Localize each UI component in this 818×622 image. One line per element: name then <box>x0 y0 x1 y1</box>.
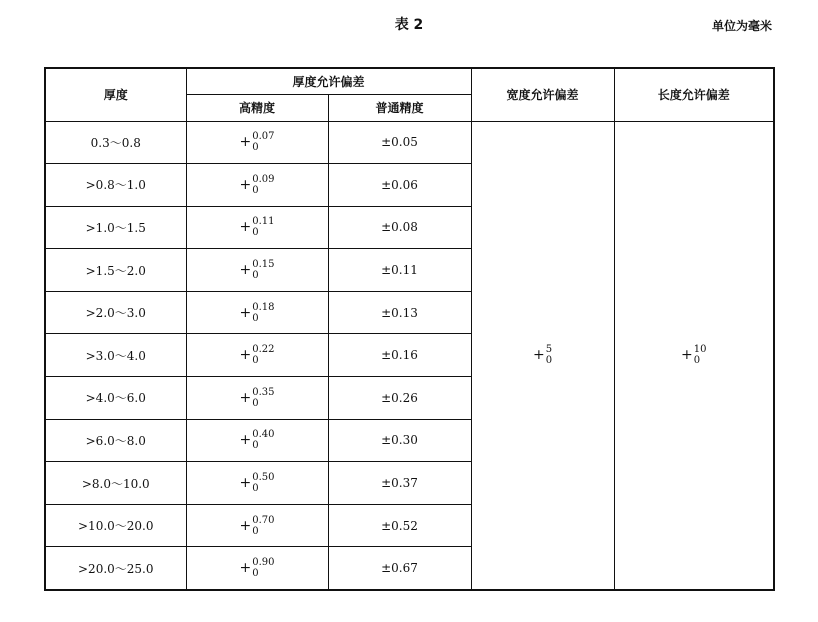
lower-deviation: 0 <box>252 142 259 154</box>
cell-thickness: >4.0～6.0 <box>45 377 186 420</box>
cell-normal-precision: ±0.13 <box>328 291 471 334</box>
upper-deviation: 0.50 <box>252 472 275 484</box>
lower-deviation: 0 <box>252 483 259 495</box>
tolerance-table <box>44 67 775 591</box>
plus-sign: + <box>239 475 252 492</box>
upper-deviation: 0.07 <box>252 131 275 143</box>
unit-label: 单位为毫米 <box>711 19 772 33</box>
cell-thickness: >3.0～4.0 <box>45 334 186 377</box>
header-thickness: 厚度 <box>45 68 186 121</box>
plus-sign: + <box>239 262 252 279</box>
lower-deviation: 0 <box>252 184 259 196</box>
header-length-tolerance: 长度允许偏差 <box>614 68 774 121</box>
cell-high-precision <box>186 377 328 420</box>
upper-deviation: 0.40 <box>252 429 275 441</box>
tolerance-value <box>240 302 275 324</box>
cell-high-precision <box>186 547 328 590</box>
plus-sign: + <box>532 347 545 364</box>
upper-deviation: 10 <box>693 344 707 356</box>
cell-high-precision <box>186 419 328 462</box>
cell-normal-precision: ±0.30 <box>328 419 471 462</box>
cell-normal-precision: ±0.11 <box>328 249 471 292</box>
upper-deviation: 0.22 <box>252 344 275 356</box>
cell-thickness: >6.0～8.0 <box>45 419 186 462</box>
cell-thickness: >0.8～1.0 <box>45 164 186 207</box>
cell-high-precision <box>186 249 328 292</box>
header-high-precision: 高精度 <box>186 94 328 121</box>
cell-normal-precision: ±0.37 <box>328 462 471 505</box>
plus-sign: + <box>239 517 252 534</box>
cell-high-precision <box>186 206 328 249</box>
header-normal-precision: 普通精度 <box>328 94 471 121</box>
plus-sign: + <box>681 347 693 364</box>
header-width-tolerance: 宽度允许偏差 <box>471 68 614 121</box>
upper-deviation: 0.11 <box>252 216 275 228</box>
cell-normal-precision: ±0.26 <box>328 377 471 420</box>
cell-thickness: >2.0～3.0 <box>45 291 186 334</box>
lower-deviation: 0 <box>252 397 259 409</box>
tolerance-value <box>240 429 275 451</box>
lower-deviation: 0 <box>252 440 259 452</box>
plus-sign: + <box>239 219 252 236</box>
table-title: 表 2 <box>394 17 424 33</box>
tolerance-value <box>240 259 275 281</box>
upper-deviation: 0.35 <box>252 386 275 398</box>
upper-deviation: 0.18 <box>252 301 275 313</box>
lower-deviation: 0 <box>252 568 259 580</box>
cell-normal-precision: ±0.52 <box>328 504 471 547</box>
tolerance-value <box>240 557 275 579</box>
cell-normal-precision: ±0.05 <box>328 121 471 164</box>
cell-thickness: >8.0～10.0 <box>45 462 186 505</box>
tolerance-value <box>240 174 275 196</box>
lower-deviation: 0 <box>252 355 259 367</box>
tolerance-value <box>533 344 552 366</box>
lower-deviation: 0 <box>545 355 553 367</box>
lower-deviation: 0 <box>693 355 701 367</box>
lower-deviation: 0 <box>252 312 259 324</box>
cell-thickness: >1.5～2.0 <box>45 249 186 292</box>
upper-deviation: 5 <box>545 344 553 356</box>
upper-deviation: 0.70 <box>252 514 275 526</box>
plus-sign: + <box>239 560 252 577</box>
lower-deviation: 0 <box>252 525 259 537</box>
cell-normal-precision: ±0.16 <box>328 334 471 377</box>
cell-thickness: >20.0～25.0 <box>45 547 186 590</box>
tolerance-value <box>240 344 275 366</box>
cell-thickness: 0.3～0.8 <box>45 121 186 164</box>
cell-normal-precision: ±0.06 <box>328 164 471 207</box>
cell-high-precision <box>186 291 328 334</box>
tolerance-value <box>240 472 275 494</box>
plus-sign: + <box>239 304 252 321</box>
plus-sign: + <box>239 134 252 151</box>
tolerance-value <box>240 387 275 409</box>
lower-deviation: 0 <box>252 227 259 239</box>
cell-high-precision <box>186 504 328 547</box>
upper-deviation: 0.90 <box>252 557 275 569</box>
cell-width-tolerance <box>471 121 614 590</box>
tolerance-value <box>240 515 275 537</box>
cell-high-precision <box>186 164 328 207</box>
cell-high-precision <box>186 121 328 164</box>
upper-deviation: 0.09 <box>252 173 275 185</box>
lower-deviation: 0 <box>252 270 259 282</box>
tolerance-value <box>240 216 275 238</box>
cell-length-tolerance <box>614 121 774 590</box>
cell-thickness: >1.0～1.5 <box>45 206 186 249</box>
plus-sign: + <box>239 347 252 364</box>
header-thickness-tolerance: 厚度允许偏差 <box>186 68 471 94</box>
cell-normal-precision: ±0.67 <box>328 547 471 590</box>
upper-deviation: 0.15 <box>252 259 275 271</box>
table-body <box>45 121 774 590</box>
table-row <box>45 121 774 164</box>
cell-high-precision <box>186 334 328 377</box>
cell-normal-precision: ±0.08 <box>328 206 471 249</box>
tolerance-value <box>681 344 706 366</box>
plus-sign: + <box>239 432 252 449</box>
cell-high-precision <box>186 462 328 505</box>
plus-sign: + <box>239 389 252 406</box>
plus-sign: + <box>239 176 252 193</box>
tolerance-value <box>240 131 275 153</box>
cell-thickness: >10.0～20.0 <box>45 504 186 547</box>
